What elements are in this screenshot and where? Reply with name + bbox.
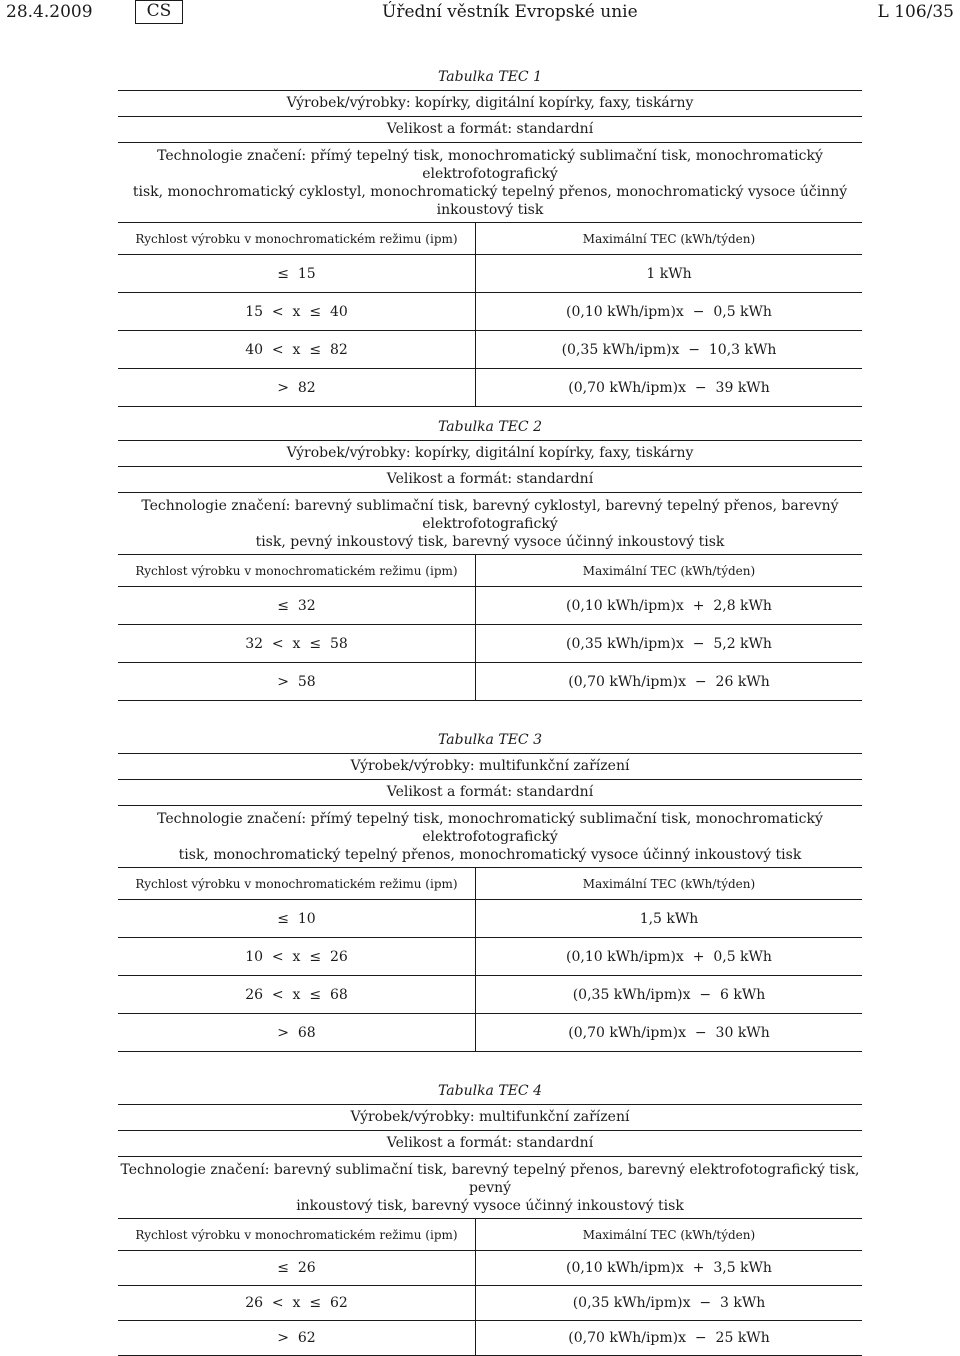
- product-row: Výrobek/výrobky: kopírky, digitální kopírky, faxy, tiskárny: [118, 440, 862, 466]
- speed-cell: > 68: [118, 1014, 476, 1051]
- tec-table-2: [118, 414, 862, 701]
- column-header-row: [118, 222, 862, 254]
- product-row: Výrobek/výrobky: multifunkční zařízení: [118, 753, 862, 779]
- tec-column-header: Maximální TEC (kWh/týden): [582, 1227, 756, 1242]
- tec-column-header: Maximální TEC (kWh/týden): [582, 563, 756, 578]
- tec-cell: (0,70 kWh/ipm)x − 30 kWh: [568, 1024, 770, 1041]
- publication-date: 28.4.2009: [6, 2, 93, 22]
- technology-line-2: tisk, monochromatický tepelný přenos, monochromatický vysoce účinný inkoustový tisk: [178, 847, 802, 863]
- table-row: [118, 662, 862, 701]
- table-title: Tabulka TEC 2: [438, 419, 542, 435]
- product-row: Výrobek/výrobky: kopírky, digitální kopírky, faxy, tiskárny: [118, 90, 862, 116]
- tec-cell: (0,10 kWh/ipm)x + 2,8 kWh: [566, 597, 772, 614]
- speed-cell: > 58: [118, 663, 476, 700]
- table-row: [118, 368, 862, 407]
- technology-line-2: inkoustový tisk, barevný vysoce účinný inkoustový tisk: [296, 1198, 684, 1214]
- column-header-row: [118, 867, 862, 899]
- speed-cell: ≤ 32: [118, 587, 476, 624]
- speed-cell: > 62: [118, 1321, 476, 1355]
- size-format-row: Velikost a formát: standardní: [118, 1130, 862, 1156]
- technology-row: [118, 142, 862, 222]
- tec-cell: (0,35 kWh/ipm)x − 5,2 kWh: [566, 635, 772, 652]
- speed-cell: 26 < x ≤ 62: [118, 1286, 476, 1320]
- table-row: [118, 1285, 862, 1320]
- technology-row: [118, 492, 862, 554]
- technology-row: [118, 805, 862, 867]
- tec-table-1: [118, 64, 862, 407]
- speed-cell: 40 < x ≤ 82: [118, 331, 476, 368]
- tec-column-header: Maximální TEC (kWh/týden): [582, 876, 756, 891]
- column-header-row: [118, 1218, 862, 1250]
- technology-row: [118, 1156, 862, 1218]
- size-format-row: Velikost a formát: standardní: [118, 466, 862, 492]
- table-row: [118, 586, 862, 624]
- table-row: [118, 975, 862, 1013]
- tec-cell: (0,35 kWh/ipm)x − 10,3 kWh: [561, 341, 777, 358]
- speed-cell: > 82: [118, 369, 476, 406]
- table-row: [118, 292, 862, 330]
- tec-cell: (0,70 kWh/ipm)x − 25 kWh: [568, 1330, 770, 1346]
- speed-cell: ≤ 26: [118, 1251, 476, 1285]
- tec-cell: 1 kWh: [646, 265, 692, 282]
- tec-cell: (0,10 kWh/ipm)x − 0,5 kWh: [566, 303, 772, 320]
- tec-cell: (0,35 kWh/ipm)x − 3 kWh: [572, 1295, 766, 1311]
- speed-cell: ≤ 10: [118, 900, 476, 937]
- language-code-box: CS: [135, 0, 183, 24]
- journal-title: Úřední věstník Evropské unie: [382, 2, 638, 22]
- speed-cell: ≤ 15: [118, 255, 476, 292]
- tec-cell: 1,5 kWh: [639, 910, 699, 927]
- tec-table-4: [118, 1078, 862, 1356]
- technology-line-2: tisk, pevný inkoustový tisk, barevný vysoce účinný inkoustový tisk: [255, 534, 725, 550]
- table-row: [118, 899, 862, 937]
- table-title: Tabulka TEC 4: [438, 1083, 542, 1099]
- speed-cell: 32 < x ≤ 58: [118, 625, 476, 662]
- speed-column-header: Rychlost výrobku v monochromatickém režimu (ipm): [118, 868, 476, 899]
- technology-line-1: Technologie značení: barevný sublimační tisk, barevný cyklostyl, barevný tepelný přenos, barevný elektrofotografický: [141, 498, 839, 532]
- table-row: [118, 937, 862, 975]
- speed-cell: 26 < x ≤ 68: [118, 976, 476, 1013]
- size-format-row: Velikost a formát: standardní: [118, 779, 862, 805]
- tec-table-3: [118, 727, 862, 1052]
- table-title: Tabulka TEC 1: [438, 69, 542, 85]
- column-header-row: [118, 554, 862, 586]
- technology-line-1: Technologie značení: přímý tepelný tisk, monochromatický sublimační tisk, monochromatický elektrofotografický: [157, 148, 823, 182]
- tec-cell: (0,35 kWh/ipm)x − 6 kWh: [572, 986, 766, 1003]
- table-row: [118, 1013, 862, 1052]
- speed-column-header: Rychlost výrobku v monochromatickém režimu (ipm): [118, 1219, 476, 1250]
- technology-line-1: Technologie značení: barevný sublimační tisk, barevný tepelný přenos, barevný elektrofotografický tisk, pevný: [120, 1162, 860, 1196]
- tec-cell: (0,10 kWh/ipm)x + 0,5 kWh: [566, 948, 772, 965]
- speed-column-header: Rychlost výrobku v monochromatickém režimu (ipm): [118, 555, 476, 586]
- table-row: [118, 1250, 862, 1285]
- tec-cell: (0,70 kWh/ipm)x − 39 kWh: [568, 379, 770, 396]
- table-title: Tabulka TEC 3: [438, 732, 542, 748]
- table-row: [118, 254, 862, 292]
- speed-cell: 15 < x ≤ 40: [118, 293, 476, 330]
- speed-column-header: Rychlost výrobku v monochromatickém režimu (ipm): [118, 223, 476, 254]
- table-row: [118, 330, 862, 368]
- tec-cell: (0,10 kWh/ipm)x + 3,5 kWh: [566, 1260, 772, 1276]
- page-reference: L 106/35: [877, 2, 954, 22]
- tec-cell: (0,70 kWh/ipm)x − 26 kWh: [568, 673, 770, 690]
- table-row: [118, 1320, 862, 1356]
- tec-column-header: Maximální TEC (kWh/týden): [582, 231, 756, 246]
- speed-cell: 10 < x ≤ 26: [118, 938, 476, 975]
- product-row: Výrobek/výrobky: multifunkční zařízení: [118, 1104, 862, 1130]
- technology-line-1: Technologie značení: přímý tepelný tisk, monochromatický sublimační tisk, monochromatický elektrofotografický: [157, 811, 823, 845]
- page-header: [0, 0, 960, 30]
- technology-line-2: tisk, monochromatický cyklostyl, monochromatický tepelný přenos, monochromatický vysoce účinný inkoustový tisk: [132, 184, 848, 218]
- size-format-row: Velikost a formát: standardní: [118, 116, 862, 142]
- table-row: [118, 624, 862, 662]
